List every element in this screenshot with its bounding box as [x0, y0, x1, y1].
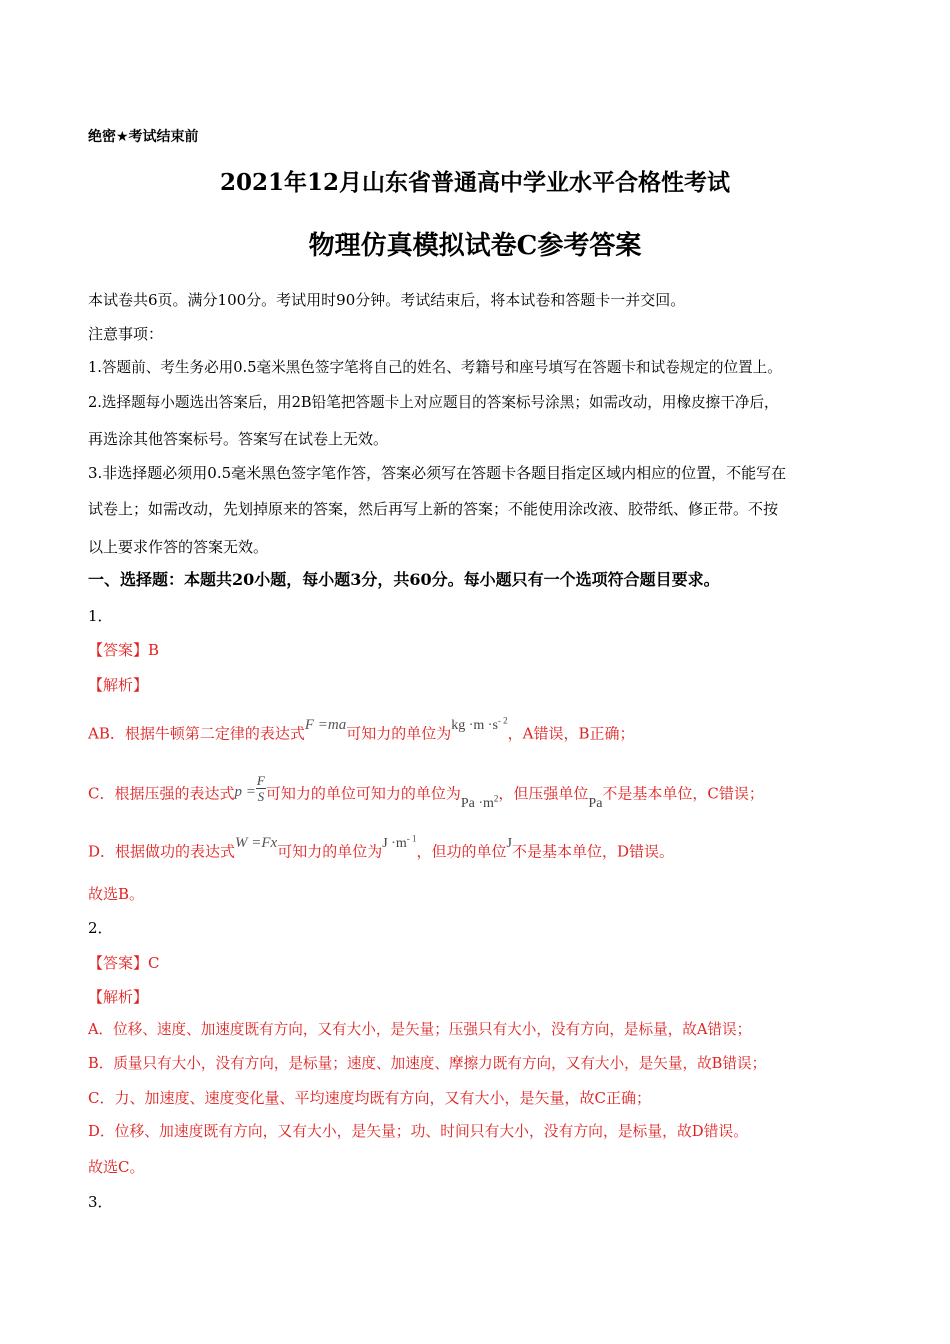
analysis-line-b: B．质量只有大小，没有方向，是标量；速度、加速度、摩擦力既有方向，又有大小，是矢量，故B错误；: [88, 1055, 767, 1072]
conclusion: 故选B。: [88, 885, 145, 903]
notice-item-3c: 以上要求作答的答案无效。: [88, 538, 269, 556]
notice-title: 注意事项：: [88, 325, 164, 343]
unit: [382, 833, 417, 851]
unit: J: [506, 835, 512, 851]
unit-exponent: - 2: [497, 715, 508, 725]
conclusion: 故选C。: [88, 1158, 145, 1176]
unit-text: kg ·m ·s: [451, 717, 498, 733]
analysis-text: ，A错误，B正确；: [507, 724, 635, 743]
analysis-text: 不是基本单位，D错误。: [511, 842, 674, 861]
analysis-line-ab: [88, 715, 635, 746]
notice-item-2a: 2.选择题每小题选出答案后，用2B铅笔把答题卡上对应题目的答案标号涂黑；如需改动，用橡皮擦干净后，: [88, 394, 779, 411]
exam-title: 2021年12月山东省普通高中学业水平合格性考试: [219, 169, 731, 196]
fraction: [256, 773, 266, 804]
answer-label: 【答案】C: [88, 954, 160, 972]
question-number: 1．: [88, 607, 113, 625]
analysis-line-a: A．位移、速度、加速度既有方向，又有大小，是矢量；压强只有大小，没有方向，是标量，故A错误；: [88, 1021, 752, 1038]
unit: [460, 792, 499, 811]
analysis-line-c: [88, 773, 764, 811]
answer-label: 【答案】B: [88, 641, 160, 659]
analysis-text: D．根据做功的表达式: [88, 842, 236, 861]
analysis-text: 可知力的单位为: [346, 724, 452, 743]
analysis-text: 可知力的单位可知力的单位为: [265, 784, 461, 803]
unit-text: Pa ·m: [460, 795, 494, 811]
question-number: 2．: [88, 919, 113, 937]
notice-item-2b: 再选涂其他答案标号。答案写在试卷上无效。: [88, 430, 389, 448]
analysis-text: 不是基本单位，C错误；: [602, 784, 764, 803]
unit-exponent: - 1: [406, 833, 417, 843]
unit: Pa: [588, 795, 603, 811]
analysis-text: AB．根据牛顿第二定律的表达式: [88, 724, 305, 743]
question-number: 3．: [88, 1193, 113, 1211]
analysis-text: C．根据压强的表达式: [88, 784, 235, 803]
analysis-text: ，但功的单位: [416, 842, 507, 861]
analysis-line-c: C．力、加速度、速度变化量、平均速度均既有方向，又有大小，是矢量，故C正确；: [88, 1089, 651, 1107]
intro-line: 本试卷共6页。满分100分。考试用时90分钟。考试结束后，将本试卷和答题卡一并交回。: [88, 291, 686, 309]
paper-title: 物理仿真模拟试卷C参考答案: [308, 231, 642, 261]
unit: [451, 715, 508, 733]
notice-item-3b: 试卷上；如需改动，先划掉原来的答案，然后再写上新的答案；不能使用涂改液、胶带纸、修正带。不按: [88, 500, 779, 518]
unit-exponent: 2: [493, 792, 499, 803]
analysis-text: ，但压强单位: [498, 784, 589, 803]
unit-text: J ·m: [382, 835, 407, 851]
section-title: 一、选择题：本题共20小题，每小题3分，共60分。每小题只有一个选项符合题目要求。: [88, 570, 720, 589]
formula: W =Fx: [235, 834, 278, 851]
fraction-denominator: S: [257, 789, 265, 804]
analysis-text: 可知力的单位为: [277, 842, 383, 861]
notice-item-3a: 3.非选择题必须用0.5毫米黑色签字笔作答，答案必须写在答题卡各题目指定区域内相应的位置，不能写在: [88, 464, 787, 482]
formula: p =: [234, 783, 256, 800]
secret-label: 绝密★考试结束前: [88, 129, 199, 145]
fraction-numerator: F: [256, 773, 265, 788]
analysis-label: 【解析】: [88, 988, 149, 1006]
formula: F =ma: [304, 716, 347, 733]
notice-item-1: 1.答题前、考生务必用0.5毫米黑色签字笔将自己的姓名、考籍号和座号填写在答题卡和试卷规定的位置上。: [88, 359, 782, 376]
analysis-line-d: [88, 833, 674, 864]
analysis-line-d: D．位移、加速度既有方向，又有大小，是矢量；功、时间只有大小，没有方向，是标量，故D错误。: [88, 1123, 748, 1140]
analysis-label: 【解析】: [88, 676, 149, 694]
